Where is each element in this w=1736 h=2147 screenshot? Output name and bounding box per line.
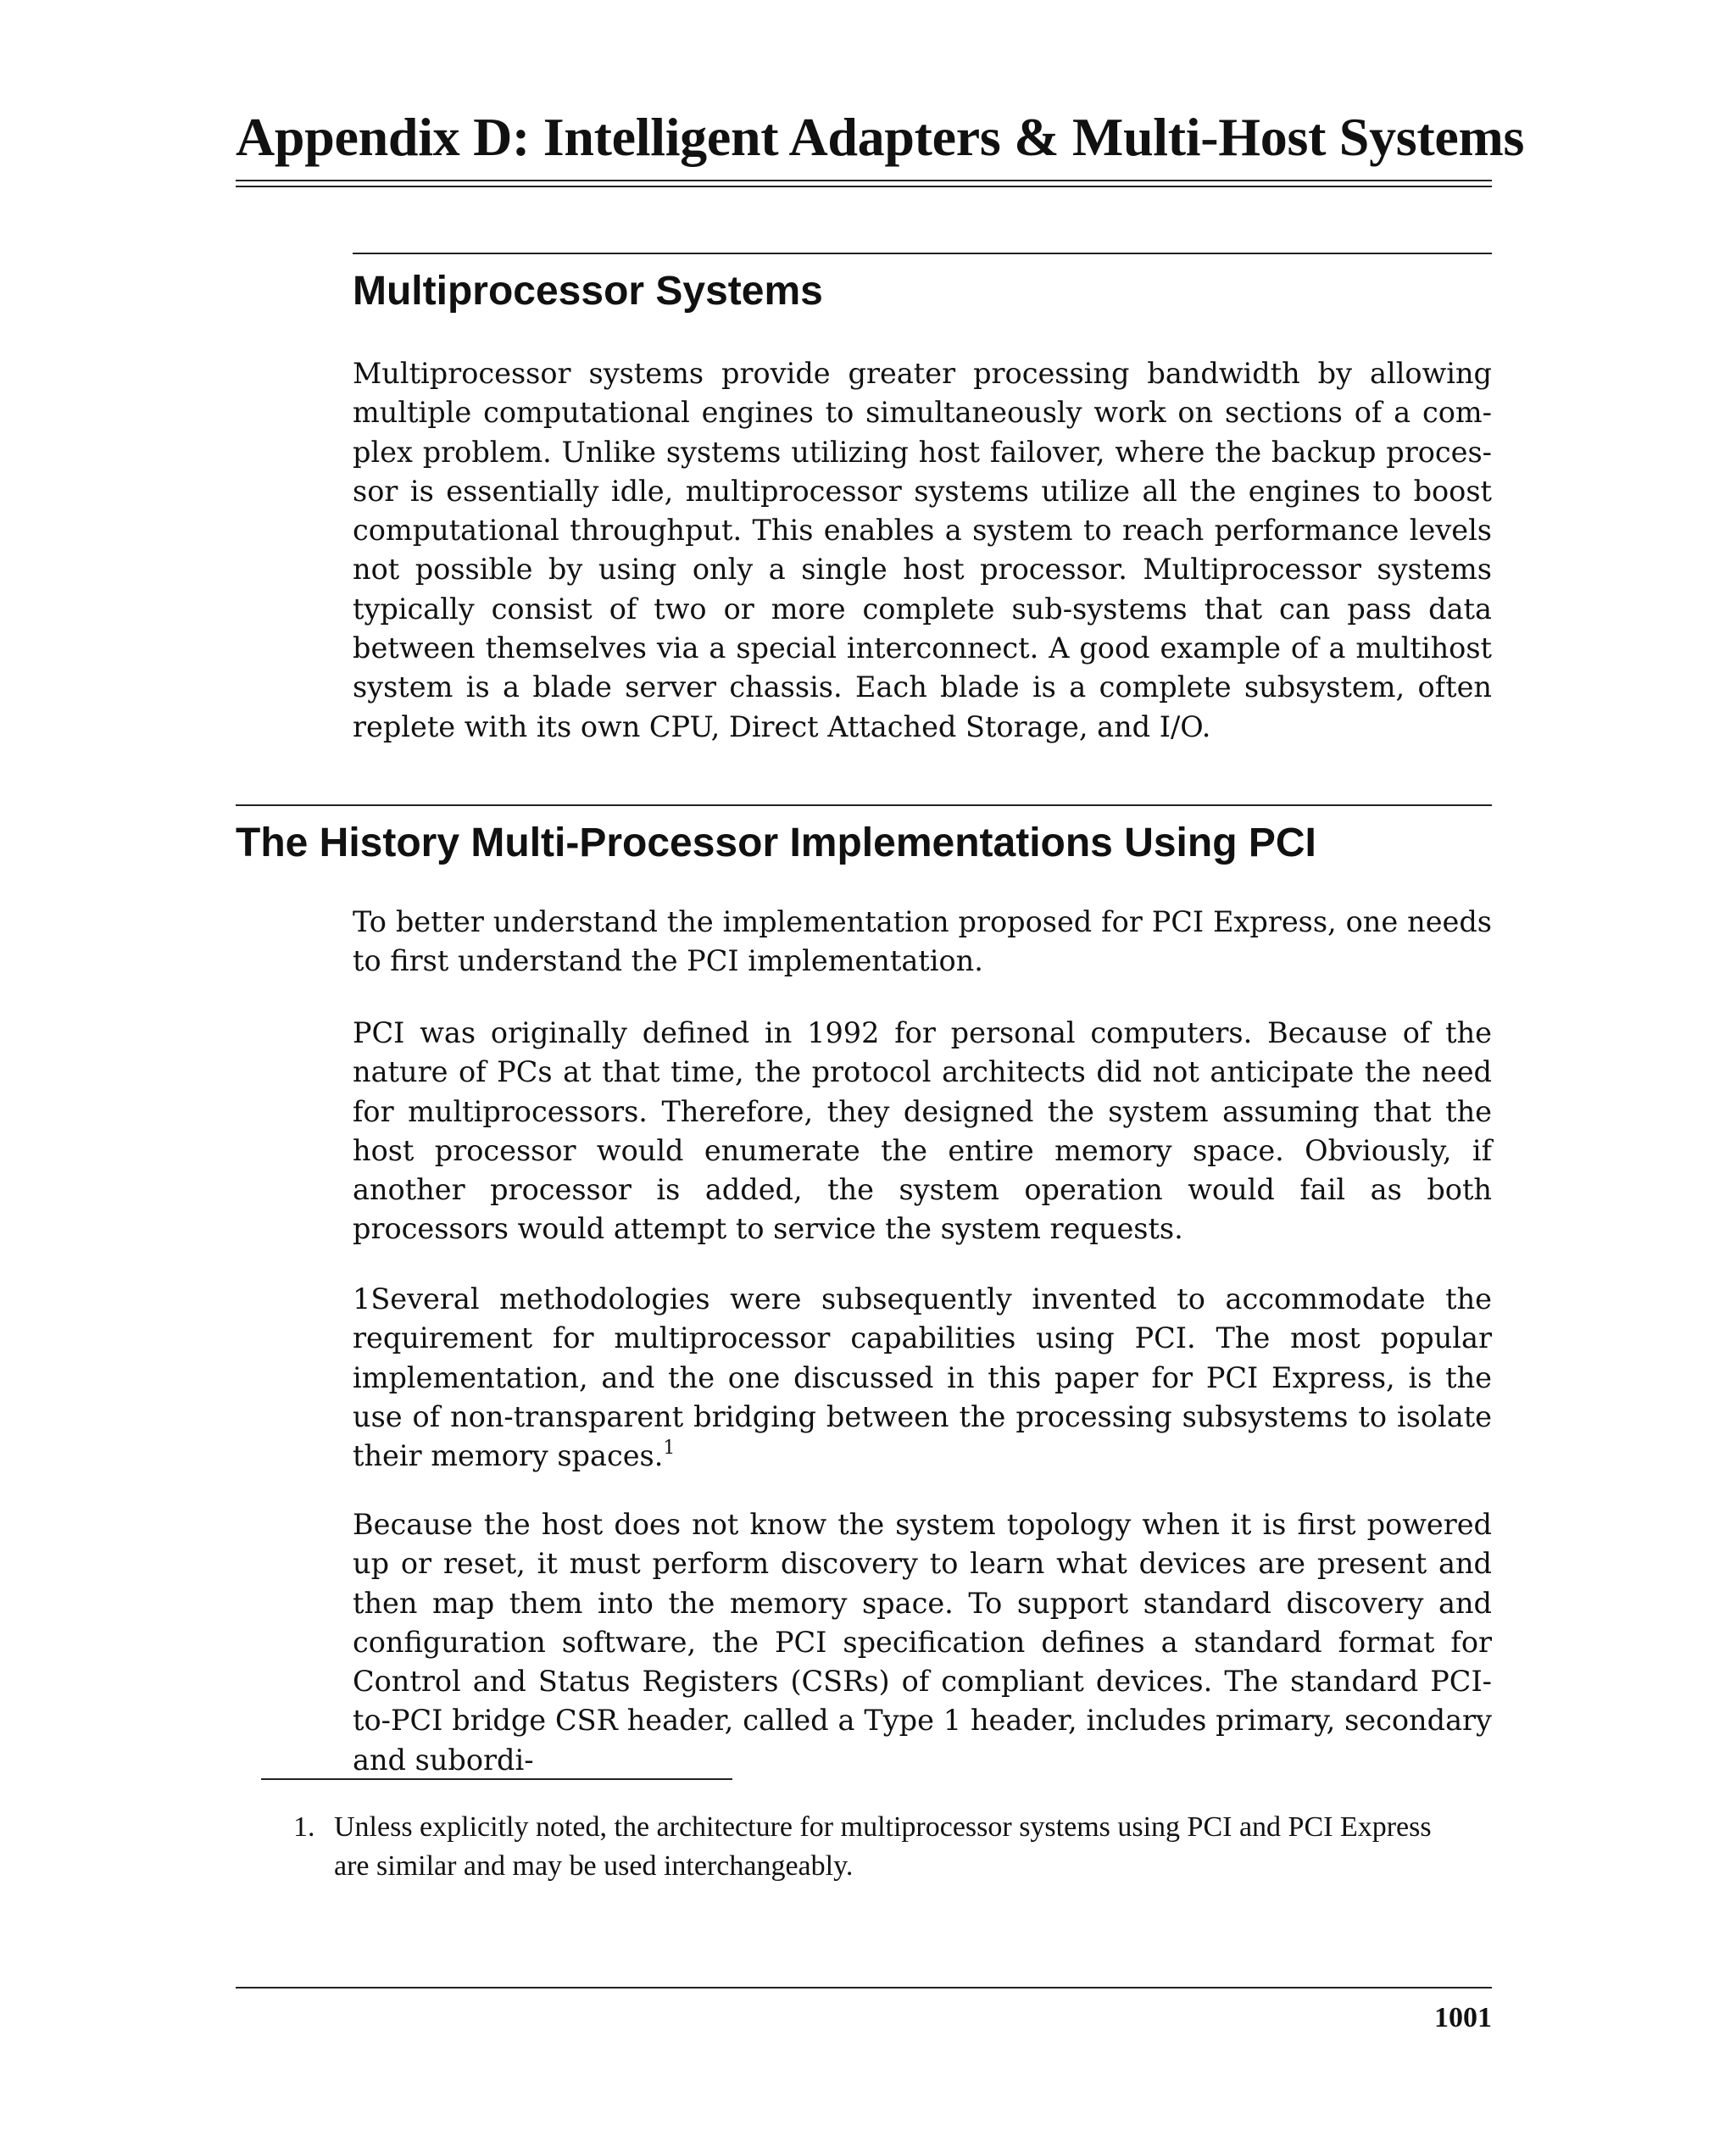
page-footer bbox=[236, 1987, 1492, 2038]
section-rule bbox=[353, 253, 1492, 254]
footnote-text: Unless explicitly noted, the architecture for multiprocessor systems using PCI and PCI Express are similar and may be used interchangeably. bbox=[334, 1811, 1432, 1882]
chapter-title: Appendix D: Intelligent Adapters & Multi-Host Systems bbox=[236, 107, 1525, 167]
body-paragraph: Because the host does not know the system topology when it is first powered up or reset, it must perform discovery to learn what devices are present and then map them into the memory space. To support standard discovery and configuration software, the PCI specification defines a standard format for Control and Status Registers (CSRs) of compliant devices. The standard PCI-to-PCI bridge CSR header, called a Type 1 header, includes primary, secondary and subordi- bbox=[353, 1508, 1492, 1777]
section-heading: The History Multi-Processor Implementations Using PCI bbox=[236, 820, 1316, 865]
paragraph-text: 1Several methodologies were subsequently invented to accommodate the requirement for multiprocessor capabilities using PCI. The most popular implementation, and the one discussed in this paper for PCI Express, is the use of non-transparent bridging between the processing subsystems to isolate their memory spaces. bbox=[353, 1282, 1492, 1473]
body-paragraph bbox=[353, 1280, 1492, 1476]
section-heading: Multiprocessor Systems bbox=[353, 269, 823, 314]
body-paragraph: PCI was originally defined in 1992 for personal computers. Because of the nature of PCs at that time, the protocol architects did not anticipate the need for multiprocessors. Therefore, they designed the system assuming that the host processor would enumerate the entire memory space. Obviously, if another processor is added, the system operation would fail as both processors would attempt to service the system requests. bbox=[353, 1016, 1492, 1246]
body-paragraph: Multiprocessor systems provide greater processing bandwidth by allowing multiple computational engines to simultaneously work on sections of a complex problem. Unlike systems utilizing host failover, where the backup processor is essentially idle, multiprocessor systems utilize all the engines to boost computational throughput. This enables a system to reach performance levels not possible by using only a single host processor. Multiprocessor systems typically consist of two or more complete sub-systems that can pass data between themselves via a special interconnect. A good example of a multihost system is a blade server chassis. Each blade is a complete subsystem, often replete with its own CPU, Direct Attached Storage, and I/O. bbox=[353, 357, 1492, 743]
running-header bbox=[236, 103, 1525, 187]
body-paragraph: To better understand the implementation proposed for PCI Express, one needs to first understand the PCI implementation. bbox=[353, 905, 1492, 978]
footnote-rule bbox=[261, 1778, 732, 1780]
footer-rule bbox=[236, 1987, 1492, 1988]
header-double-rule bbox=[236, 180, 1492, 187]
footnote bbox=[293, 1808, 1463, 1886]
page-number: 1001 bbox=[1434, 2002, 1492, 2033]
section-rule bbox=[236, 804, 1492, 806]
footnote-reference: 1 bbox=[663, 1438, 676, 1460]
footnote-mark: 1. bbox=[293, 1811, 315, 1843]
